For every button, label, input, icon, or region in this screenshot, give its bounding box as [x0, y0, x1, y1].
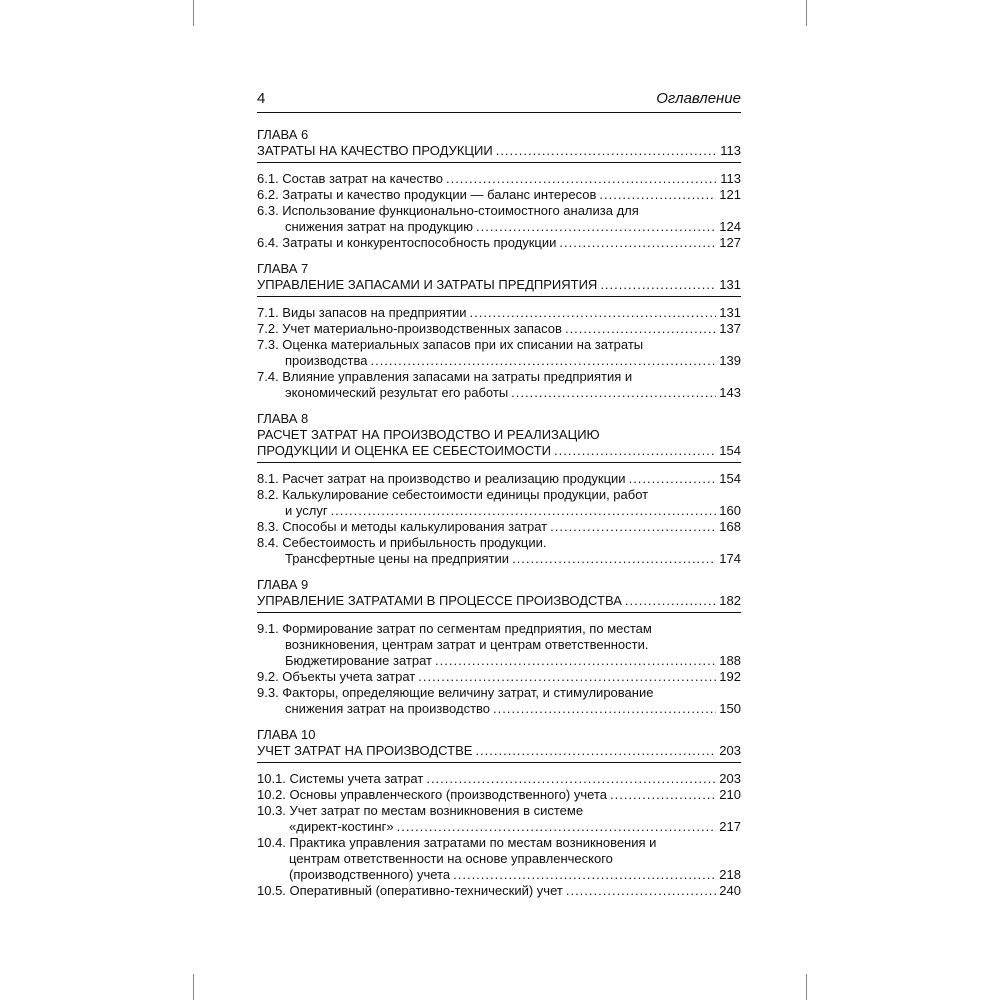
section-gap [257, 567, 741, 577]
chapter-page-number: 182 [719, 593, 741, 608]
toc-entry-title: 10.1. Системы учета затрат [257, 771, 424, 786]
toc-entry-page-number: 192 [719, 669, 741, 684]
dot-leader [397, 819, 717, 835]
toc-entry[interactable] [257, 787, 741, 803]
toc-entry-page-number: 168 [719, 519, 741, 534]
chapter-title-text: УЧЕТ ЗАТРАТ НА ПРОИЗВОДСТВЕ [257, 743, 473, 758]
dot-leader [418, 669, 716, 685]
section-gap [257, 251, 741, 261]
dot-leader [610, 787, 716, 803]
chapter-title-text: УПРАВЛЕНИЕ ЗАТРАТАМИ В ПРОЦЕССЕ ПРОИЗВОДСТВА [257, 593, 622, 608]
toc-entry-title: 8.1. Расчет затрат на производство и реализацию продукции [257, 471, 626, 486]
toc-entry-leader-line [257, 353, 741, 369]
toc-entry[interactable] [257, 685, 741, 717]
dot-leader [511, 385, 716, 401]
toc-entry[interactable] [257, 519, 741, 535]
toc-entry[interactable] [257, 337, 741, 369]
toc-entry-leader-line [257, 701, 741, 717]
dot-leader [475, 743, 716, 759]
toc-entry-title: 7.1. Виды запасов на предприятии [257, 305, 467, 320]
toc-entry-page-number: 124 [719, 219, 741, 234]
toc-entry-title: производства [285, 353, 368, 368]
chapter-section [257, 261, 741, 411]
chapter-section [257, 577, 741, 727]
toc-entry-line: 9.1. Формирование затрат по сегментам предприятия, по местам [257, 621, 652, 636]
dot-leader [493, 701, 716, 717]
chapter-section [257, 127, 741, 261]
toc-entry-leader-line [257, 321, 741, 337]
dot-leader [470, 305, 717, 321]
chapter-title-line: РАСЧЕТ ЗАТРАТ НА ПРОИЗВОДСТВО И РЕАЛИЗАЦИЮ [257, 427, 600, 442]
toc-entry-title: «директ-костинг» [289, 819, 394, 834]
toc-entry[interactable] [257, 803, 741, 835]
dot-leader [453, 867, 716, 883]
chapter-label: ГЛАВА 9 [257, 577, 309, 592]
toc-entry-page-number: 113 [720, 171, 741, 186]
crop-mark-bottom-left [193, 974, 194, 1000]
crop-mark-bottom-right [806, 974, 807, 1000]
dot-leader [566, 883, 716, 899]
toc-entry-line: 7.3. Оценка материальных запасов при их списании на затраты [257, 337, 644, 352]
toc-entry-line: 10.4. Практика управления затратами по местам возникновения и [257, 835, 657, 850]
toc-entry-page-number: 139 [719, 353, 741, 368]
toc-entry-title: экономический результат его работы [285, 385, 509, 400]
chapter-section [257, 411, 741, 577]
toc-entry-title: 6.4. Затраты и конкурентоспособность продукции [257, 235, 557, 250]
toc-entry-leader-line [257, 171, 741, 187]
toc-entry-leader-line [257, 669, 741, 685]
toc-entry-page-number: 137 [719, 321, 741, 336]
toc-entry-leader-line [257, 219, 741, 235]
chapter-title-leader-line [257, 743, 741, 759]
toc-entry-line: 7.4. Влияние управления запасами на затраты предприятия и [257, 369, 633, 384]
toc-entry[interactable] [257, 621, 741, 669]
toc-entry-line: 8.2. Калькулирование себестоимости единицы продукции, работ [257, 487, 649, 502]
running-title: Оглавление [656, 90, 741, 107]
toc-entry[interactable] [257, 305, 741, 321]
dot-leader [629, 471, 717, 487]
toc-entry[interactable] [257, 171, 741, 187]
dot-leader [446, 171, 717, 187]
toc-entry-line: центрам ответственности на основе управленческого [289, 851, 613, 866]
toc-entry-title: 7.2. Учет материально-производственных запасов [257, 321, 562, 336]
dot-leader [559, 235, 716, 251]
toc-entry-title: 6.1. Состав затрат на качество [257, 171, 443, 186]
toc-entry[interactable] [257, 203, 741, 235]
toc-entry-line: 9.3. Факторы, определяющие величину затрат, и стимулирование [257, 685, 654, 700]
toc-entry-title: Трансфертные цены на предприятии [285, 551, 510, 566]
toc-entry-title: снижения затрат на продукцию [285, 219, 474, 234]
chapter-title-text: ПРОДУКЦИИ И ОЦЕНКА ЕЕ СЕБЕСТОИМОСТИ [257, 443, 552, 458]
toc-entry[interactable] [257, 835, 741, 883]
chapter-label: ГЛАВА 7 [257, 261, 309, 276]
toc-entry-line: 10.3. Учет затрат по местам возникновения в системе [257, 803, 584, 818]
chapter-label: ГЛАВА 8 [257, 411, 309, 426]
toc-entry[interactable] [257, 669, 741, 685]
toc-entry-leader-line [257, 819, 741, 835]
section-gap [257, 401, 741, 411]
toc-entry-line: 8.4. Себестоимость и прибыльность продукции. [257, 535, 547, 550]
crop-mark-top-left [193, 0, 194, 26]
toc-entry-leader-line [257, 235, 741, 251]
chapter-section [257, 727, 741, 909]
toc-entry[interactable] [257, 235, 741, 251]
toc-entry-page-number: 121 [719, 187, 741, 202]
chapter-label: ГЛАВА 6 [257, 127, 309, 142]
toc-entry-page-number: 218 [719, 867, 741, 882]
dot-leader [496, 143, 718, 159]
toc-entry-title: 9.2. Объекты учета затрат [257, 669, 416, 684]
toc-entry-title: (производственного) учета [289, 867, 451, 882]
dot-leader [550, 519, 716, 535]
toc-entry-leader-line [257, 883, 741, 899]
toc-entry-page-number: 203 [719, 771, 741, 786]
toc-entry[interactable] [257, 771, 741, 787]
toc-entry-leader-line [257, 519, 741, 535]
toc-page [257, 90, 741, 909]
toc-entry-title: Бюджетирование затрат [285, 653, 433, 668]
toc-entry-page-number: 160 [719, 503, 741, 518]
dot-leader [554, 443, 716, 459]
toc-entry-page-number: 174 [719, 551, 741, 566]
toc-entry-leader-line [257, 471, 741, 487]
toc-entry-leader-line [257, 867, 741, 883]
toc-entry-page-number: 240 [719, 883, 741, 898]
toc-entry-page-number: 143 [719, 385, 741, 400]
toc-entry-title: 8.3. Способы и методы калькулирования затрат [257, 519, 548, 534]
chapter-title-leader-line [257, 443, 741, 459]
toc-entry[interactable] [257, 187, 741, 203]
toc-entry-leader-line [257, 385, 741, 401]
chapter-title[interactable] [257, 427, 741, 463]
chapter-page-number: 154 [719, 443, 741, 458]
toc-entry-title: 6.2. Затраты и качество продукции — баланс интересов [257, 187, 597, 202]
toc-entry-title: и услуг [285, 503, 328, 518]
toc-entry-page-number: 188 [719, 653, 741, 668]
chapter-label: ГЛАВА 10 [257, 727, 316, 742]
chapter-title[interactable] [257, 277, 741, 297]
chapter-page-number: 113 [720, 143, 741, 158]
toc-entry-page-number: 150 [719, 701, 741, 716]
toc-entry[interactable] [257, 535, 741, 567]
toc-entry[interactable] [257, 471, 741, 487]
toc-entry-line: 6.3. Использование функционально-стоимостного анализа для [257, 203, 639, 218]
table-of-contents [257, 127, 741, 909]
chapter-title[interactable] [257, 143, 741, 163]
section-gap [257, 899, 741, 909]
toc-entry-leader-line [257, 305, 741, 321]
dot-leader [331, 503, 717, 519]
toc-entry-title: снижения затрат на производство [285, 701, 491, 716]
dot-leader [565, 321, 716, 337]
dot-leader [599, 187, 716, 203]
toc-entry-title: 10.2. Основы управленческого (производственного) учета [257, 787, 607, 802]
chapter-title-leader-line [257, 593, 741, 609]
toc-entry-title: 10.5. Оперативный (оперативно-технический) учет [257, 883, 563, 898]
toc-entry[interactable] [257, 321, 741, 337]
chapter-page-number: 203 [719, 743, 741, 758]
toc-entry-page-number: 131 [719, 305, 741, 320]
toc-entry[interactable] [257, 487, 741, 519]
dot-leader [512, 551, 716, 567]
dot-leader [625, 593, 716, 609]
crop-mark-top-right [806, 0, 807, 26]
dot-leader [476, 219, 716, 235]
toc-entry-line: возникновения, центрам затрат и центрам ответственности. [285, 637, 649, 652]
toc-entry-leader-line [257, 787, 741, 803]
chapter-title[interactable] [257, 593, 741, 613]
toc-entry-leader-line [257, 503, 741, 519]
toc-entry-leader-line [257, 653, 741, 669]
dot-leader [426, 771, 716, 787]
page-number: 4 [257, 90, 266, 107]
toc-entry-leader-line [257, 187, 741, 203]
dot-leader [370, 353, 716, 369]
dot-leader [435, 653, 716, 669]
toc-entry-page-number: 210 [719, 787, 741, 802]
chapter-title-text: ЗАТРАТЫ НА КАЧЕСТВО ПРОДУКЦИИ [257, 143, 493, 158]
chapter-title[interactable] [257, 743, 741, 763]
section-gap [257, 717, 741, 727]
toc-entry-leader-line [257, 551, 741, 567]
toc-entry-leader-line [257, 771, 741, 787]
chapter-title-leader-line [257, 143, 741, 159]
toc-entry[interactable] [257, 883, 741, 899]
dot-leader [600, 277, 716, 293]
toc-entry-page-number: 154 [719, 471, 741, 486]
toc-entry-page-number: 217 [719, 819, 741, 834]
chapter-page-number: 131 [719, 277, 741, 292]
chapter-title-leader-line [257, 277, 741, 293]
toc-entry-page-number: 127 [719, 235, 741, 250]
chapter-title-text: УПРАВЛЕНИЕ ЗАПАСАМИ И ЗАТРАТЫ ПРЕДПРИЯТИЯ [257, 277, 598, 292]
toc-entry[interactable] [257, 369, 741, 401]
running-header [257, 90, 741, 113]
